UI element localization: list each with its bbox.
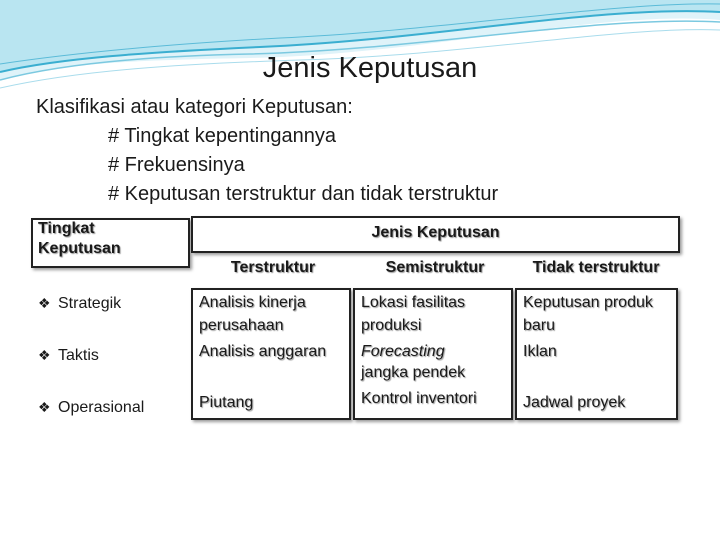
terstruktur-item: Analisis kinerja perusahaan [199,294,306,334]
terstruktur-item: Piutang [199,394,254,411]
intro-item: # Keputusan terstruktur dan tidak terstruktur [108,183,499,205]
level-taktis [38,344,99,367]
diamond-bullet-icon: ❖ [38,295,51,311]
level-label: Strategik [58,295,122,312]
tidak-terstruktur-item: Jadwal proyek [523,394,626,411]
semistruktur-item: Forecasting [361,343,445,360]
column-header-tidak-terstruktur: Tidak terstruktur [532,259,660,276]
intro-block [36,93,498,209]
semistruktur-item: Lokasi fasilitas produksi [361,294,466,334]
intro-heading: Klasifikasi atau kategori Keputusan: [36,96,353,118]
diamond-bullet-icon: ❖ [38,347,51,363]
tidak-terstruktur-item: Keputusan produk baru [523,294,653,334]
intro-item: # Frekuensinya [108,154,245,176]
level-strategik [38,292,121,315]
level-label: Operasional [58,399,145,416]
diamond-bullet-icon: ❖ [38,399,51,415]
semistruktur-item: jangka pendek [361,364,466,381]
level-operasional [38,396,144,419]
semistruktur-item: Kontrol inventori [361,390,477,407]
intro-item: # Tingkat kepentingannya [108,125,336,147]
level-label: Taktis [58,347,99,364]
slide-title: Jenis Keputusan [262,52,478,84]
terstruktur-item: Analisis anggaran [199,343,327,360]
tidak-terstruktur-item: Iklan [523,343,557,360]
level-header: Tingkat Keputusan [38,220,121,257]
column-header-semistruktur: Semistruktur [385,259,485,276]
group-header: Jenis Keputusan [371,224,500,241]
column-header-terstruktur: Terstruktur [230,259,316,276]
